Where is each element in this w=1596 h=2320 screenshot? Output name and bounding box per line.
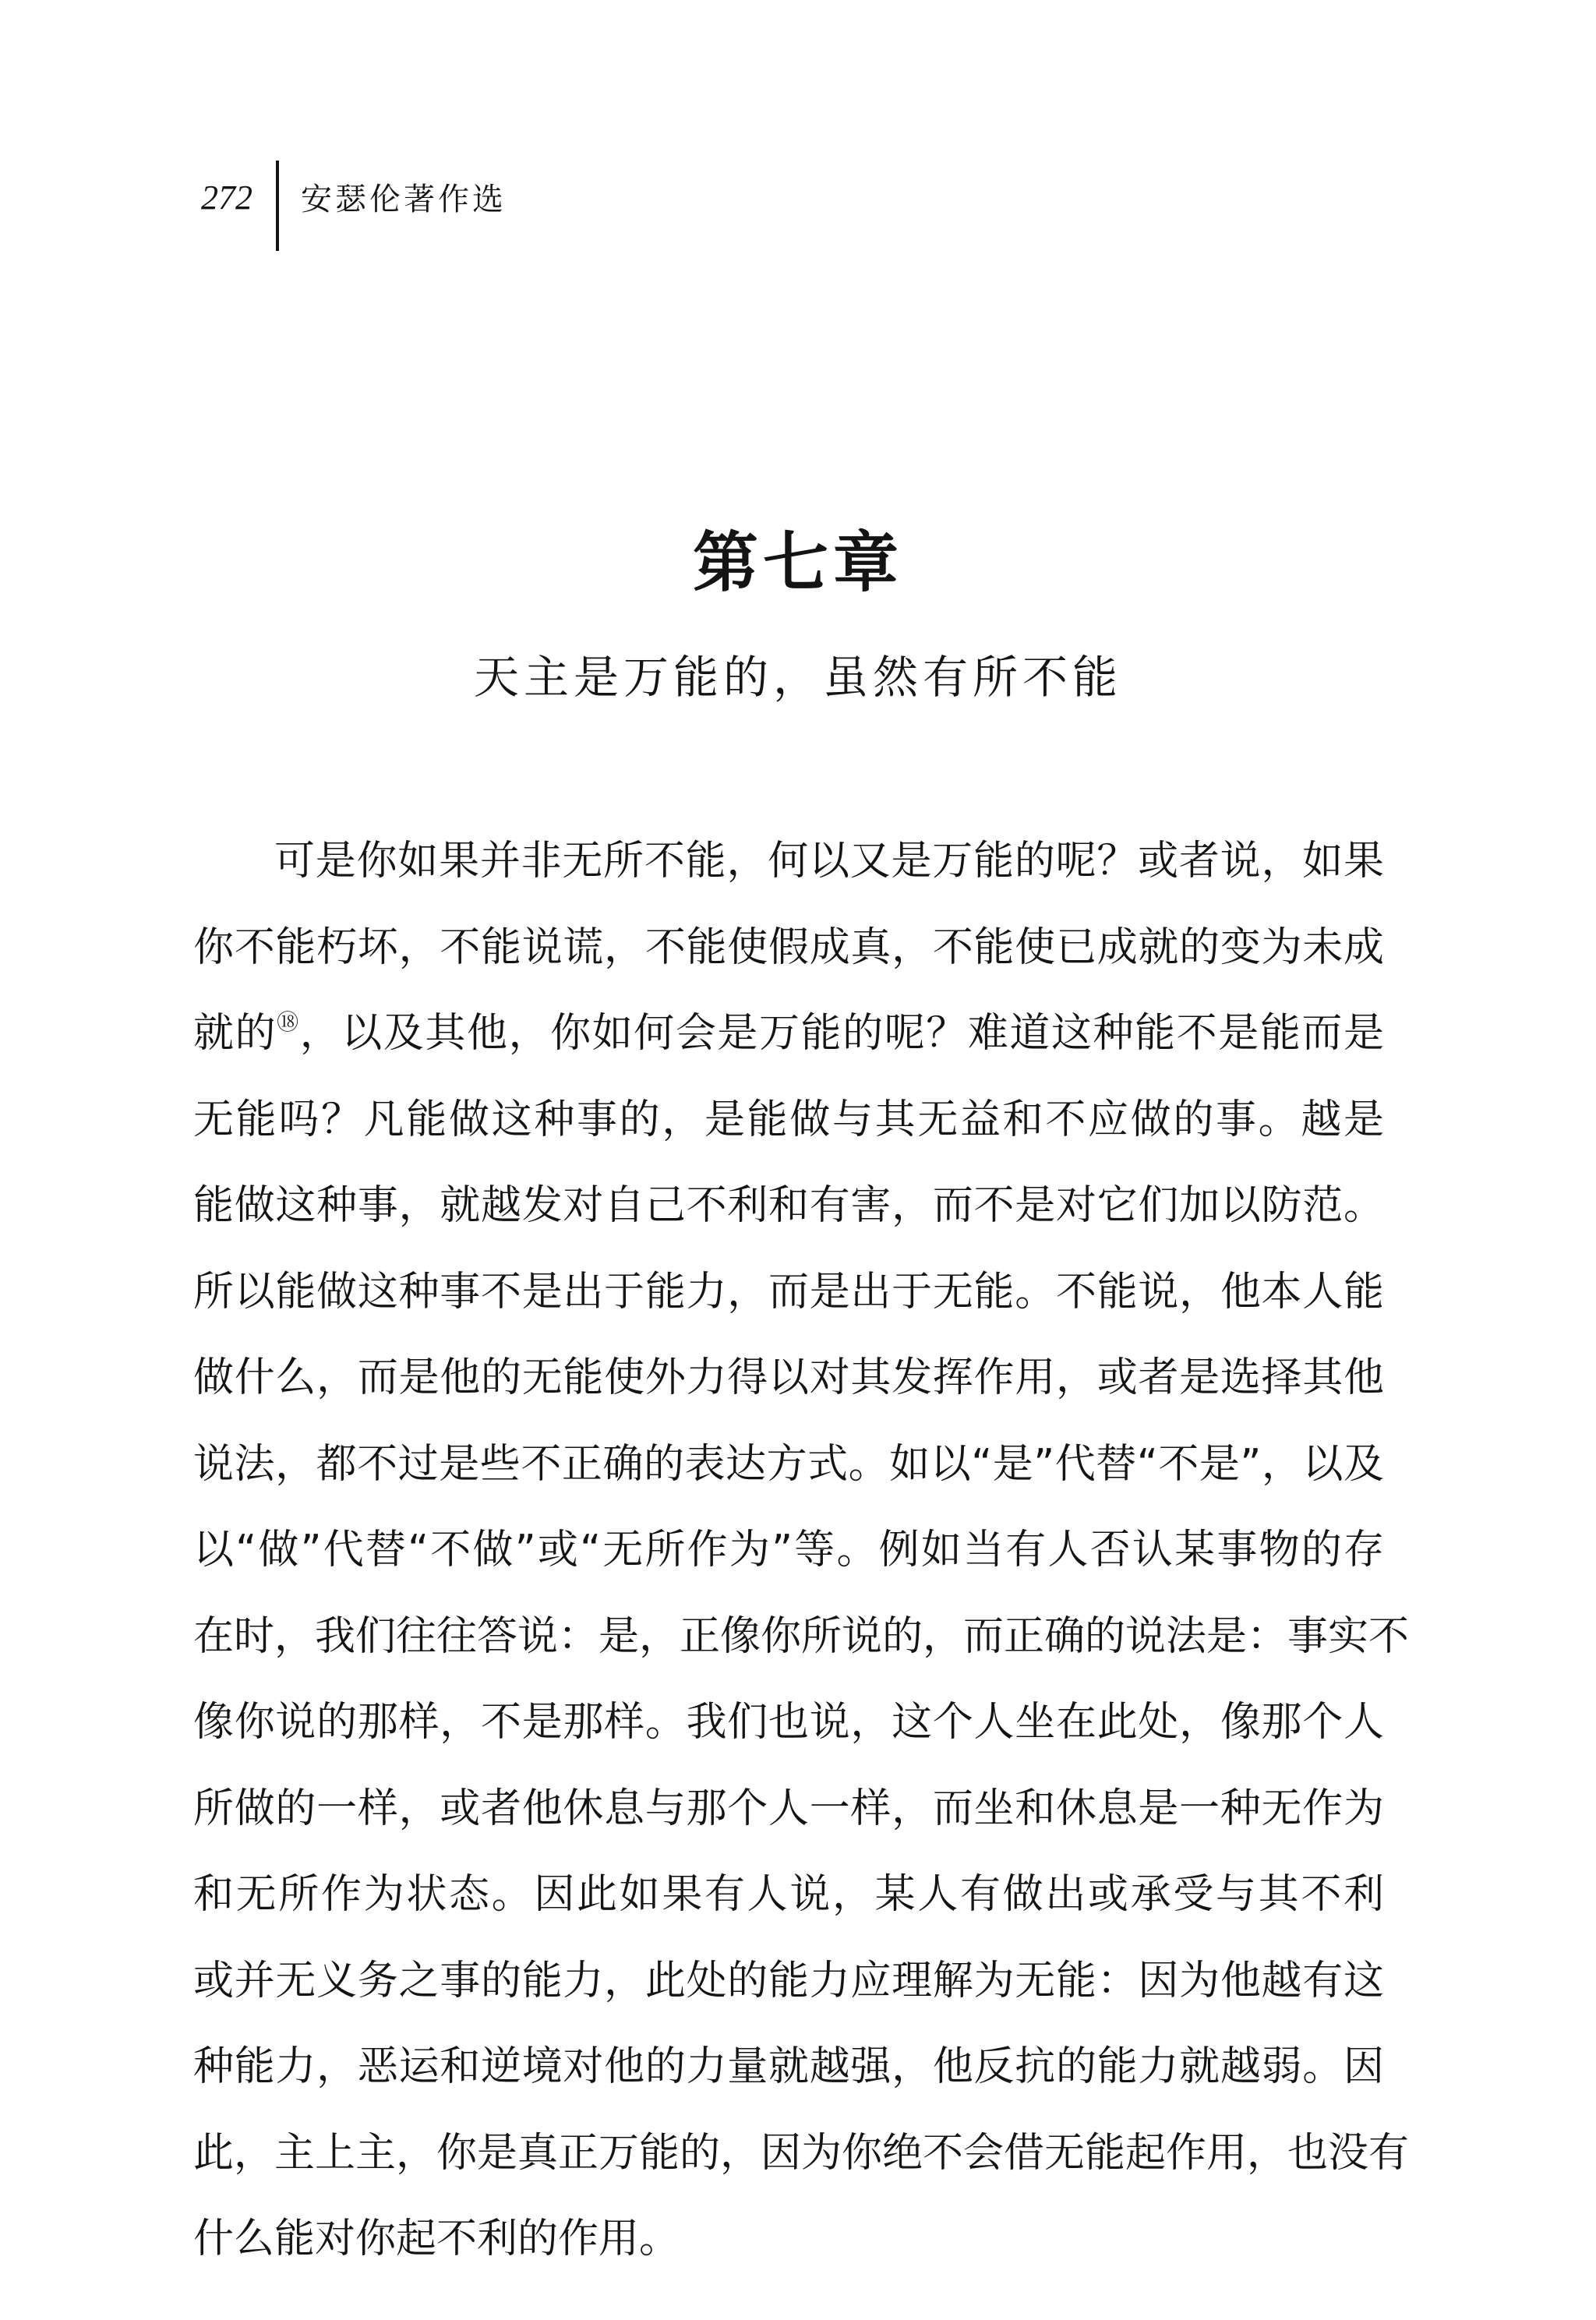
text-line: 以“做”代替“不做”或“无所作为”等。例如当有人否认某事物的存: [193, 1527, 1384, 1573]
text-line: 什么能对你起不利的作用。: [193, 2216, 680, 2262]
text-line: 说法，都不过是些不正确的表达方式。如以“是”代替“不是”，以及: [193, 1440, 1384, 1488]
text-line: 在时，我们往往答说：是，正像你所说的，而正确的说法是：事实不: [193, 1612, 1410, 1660]
text-line: 你不能朽坏，不能说谎，不能使假成真，不能使已成就的变为未成: [193, 923, 1384, 971]
text-line: 像你说的那样，不是那样。我们也说，这个人坐在此处，像那个人: [193, 1699, 1384, 1746]
text-line: 可是你如果并非无所不能，何以又是万能的呢？或者说，如果: [274, 838, 1384, 885]
chapter-subtitle: 天主是万能的，虽然有所不能: [473, 651, 1122, 704]
chapter-title: 第七章: [692, 524, 903, 601]
text-line: [193, 991, 1384, 1077]
text-segment: 就的: [193, 1010, 277, 1057]
text-line: 此，主上主，你是真正万能的，因为你绝不会借无能起作用，也没有: [193, 2129, 1410, 2177]
running-title: 安瑟伦著作选: [301, 182, 507, 217]
footnote-reference[interactable]: ⑱: [277, 1009, 300, 1035]
text-line: 所以能做这种事不是出于能力，而是出于无能。不能说，他本人能: [193, 1268, 1384, 1315]
body-paragraph: [193, 818, 1410, 2283]
text-line: 种能力，恶运和逆境对他的力量就越强，他反抗的能力就越弱。因: [193, 2043, 1384, 2090]
text-line: 能做这种事，就越发对自己不利和有害，而不是对它们加以防范。: [193, 1182, 1384, 1229]
text-line: 或并无义务之事的能力，此处的能力应理解为无能：因为他越有这: [193, 1957, 1384, 2004]
text-line: 无能吗？凡能做这种事的，是能做与其无益和不应做的事。越是: [193, 1096, 1384, 1143]
text-segment: ，以及其他，你如何会是万能的呢？难道这种能不是能而是: [299, 1010, 1384, 1057]
text-line: 所做的一样，或者他休息与那个人一样，而坐和休息是一种无作为: [193, 1785, 1384, 1832]
text-line: 和无所作为状态。因此如果有人说，某人有做出或承受与其不利: [193, 1871, 1384, 1918]
page-number: 272: [201, 178, 252, 217]
text-line: 做什么，而是他的无能使外力得以对其发挥作用，或者是选择其他: [193, 1354, 1384, 1401]
header-divider: [276, 161, 279, 251]
